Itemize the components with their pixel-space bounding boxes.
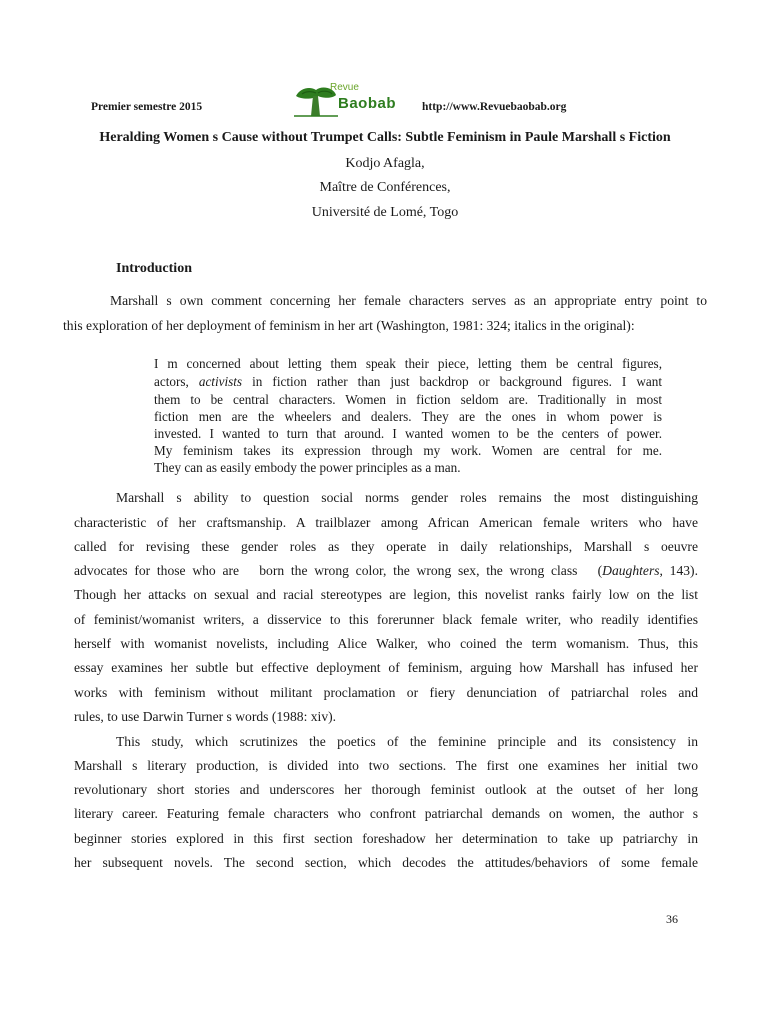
quote-line: them to be central characters. Women in fiction seldom are. Traditionally in most — [154, 392, 662, 407]
quote-line: I m concerned about letting them speak their piece, letting them be central figures, — [154, 356, 662, 371]
section-heading: Introduction — [116, 261, 192, 276]
body-line: This study, which scrutinizes the poetics of the feminine principle and its consistency in — [116, 734, 698, 749]
italic-title: Daughters — [602, 563, 660, 578]
body-line: revolutionary short stories and underscores her thorough feminist outlook at the outset of her long — [74, 782, 698, 797]
quote-line: invested. I wanted to turn that around. I wanted women to be the centers of power. — [154, 426, 662, 441]
body-line: of feminist/womanist writers, a disservice to this forerunner black female writer, who readily identifies — [74, 612, 698, 627]
body-line: Though her attacks on sexual and racial stereotypes are legion, this novelist ranks fairly low on the list — [74, 587, 698, 602]
logo-main-text: Baobab — [338, 95, 397, 112]
quote-text: actors, — [154, 374, 199, 389]
quote-line-with-italic — [154, 374, 662, 390]
body-line: literary career. Featuring female characters who confront patriarchal demands on women, the author s — [74, 806, 698, 821]
article-title: Heralding Women s Cause without Trumpet Calls: Subtle Feminism in Paule Marshall s Fiction — [99, 130, 671, 145]
body-line: her subsequent novels. The second section, which decodes the attitudes/behaviors of some female — [74, 855, 698, 870]
quote-italic-word: activists — [198, 374, 243, 389]
body-line: beginner stories explored in this first section foreshadow her determination to take up patriarchy in — [74, 831, 698, 846]
author-name: Kodjo Afagla, — [345, 156, 425, 171]
baobab-logo — [292, 82, 417, 118]
header-semester: Premier semestre 2015 — [91, 101, 203, 113]
body-line: works with feminism without militant proclamation or fiery denunciation of patriarchal roles and — [74, 685, 698, 700]
quote-text: in fiction rather than just backdrop or background figures. I want — [242, 374, 663, 389]
logo-small-text: Revue — [330, 82, 359, 93]
body-line: Marshall s literary production, is divided into two sections. The first one examines her initial two — [74, 758, 698, 773]
body-line: rules, to use Darwin Turner s words (1988: xiv). — [74, 709, 337, 724]
quote-line: fiction men are the wheelers and dealers. They are the ones in whom power is — [154, 409, 662, 424]
author-position: Maître de Conférences, — [319, 180, 451, 195]
body-line: called for revising these gender roles as they operate in daily relationships, Marshall s oeuvre — [74, 539, 698, 554]
quote-line: My feminism takes its expression through my work. Women are central for me. — [154, 443, 662, 458]
quote-line: They can as easily embody the power principles as a man. — [154, 460, 461, 475]
page-number: 36 — [666, 912, 678, 926]
body-line-with-italic: advocates for those who are born the wrong color, the wrong sex, the wrong class (Daughters, 143). — [74, 563, 698, 578]
body-line: herself with womanist novelists, including Alice Walker, who coined the term womanism. Thus, this — [74, 636, 698, 651]
body-line: Marshall s ability to question social norms gender roles remains the most distinguishing — [116, 490, 698, 505]
header-url: http://www.Revuebaobab.org — [422, 101, 567, 113]
intro-line: this exploration of her deployment of feminism in her art (Washington, 1981: 324; italics in the original): — [63, 318, 635, 333]
body-line: characteristic of her craftsmanship. A trailblazer among African American female writers who have — [74, 515, 698, 530]
intro-line: Marshall s own comment concerning her female characters serves as an appropriate entry point to — [110, 293, 707, 308]
body-line: essay examines her subtle but effective deployment of feminism, arguing how Marshall has infused her — [74, 660, 698, 675]
author-affiliation: Université de Lomé, Togo — [311, 205, 459, 220]
